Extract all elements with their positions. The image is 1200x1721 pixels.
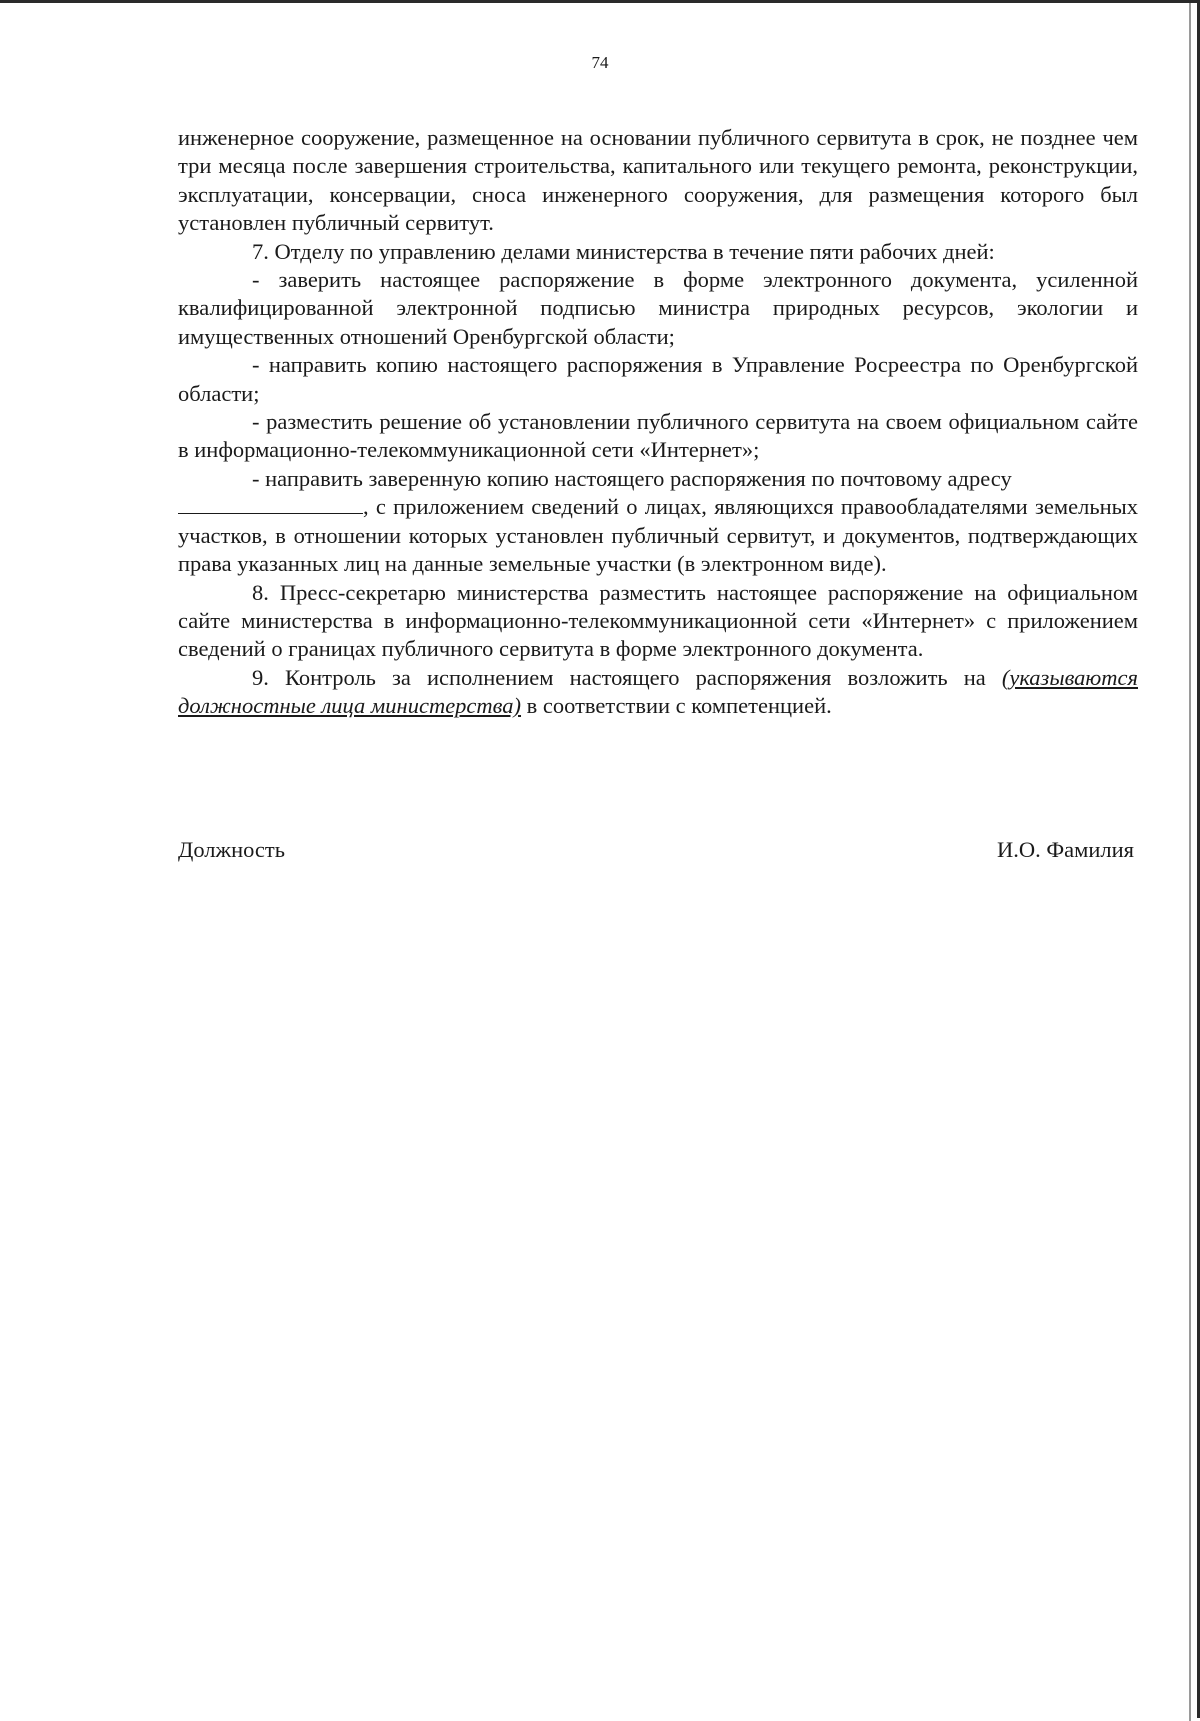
paragraph-subitem-certify: - заверить настоящее распоряжение в форме электронного документа, усиленной квалифицированной электронной подписью министра природных ресурсов, экологии и имущественных отношений Оренбургской области; xyxy=(178,267,1138,349)
paragraph-item-9 xyxy=(178,664,1138,721)
paragraph-continuation: инженерное сооружение, размещенное на основании публичного сервитута в срок, не позднее чем три месяца после завершения строительства, капитального или текущего ремонта, реконструкции, эксплуатации, консервации, сноса инженерного сооружения, для размещения которого был установлен публичный сервитут. xyxy=(178,125,1138,236)
document-body xyxy=(178,124,1138,721)
address-blank-field xyxy=(178,495,363,514)
paragraph-subitem-send-rosreestr: - направить копию настоящего распоряжения в Управление Росреестра по Оренбургской области; xyxy=(178,352,1138,406)
paragraph-subitem-send-post-continued xyxy=(178,493,1138,578)
item-9-officials-placeholder: (указываются должностные лица министерства) xyxy=(178,664,1138,719)
paragraph-item-7: 7. Отделу по управлению делами министерства в течение пяти рабочих дней: xyxy=(252,238,995,264)
paragraph-subitem-publish: - разместить решение об установлении публичного сервитута на своем официальном сайте в информационно-телекоммуникационной сети «Интернет»; xyxy=(178,409,1138,463)
paragraph-item-8: 8. Пресс-секретарю министерства разместить настоящее распоряжение на официальном сайте министерства в информационно-телекоммуникационной сети «Интернет» с приложением сведений о границах публичного сервитута в форме электронного документа. xyxy=(178,579,1138,662)
signature-name: И.О. Фамилия xyxy=(996,837,1134,862)
signature-position: Должность xyxy=(178,837,286,862)
page-edge xyxy=(1189,3,1191,1721)
page-number: 74 xyxy=(591,53,609,72)
item-9-text-before: 9. Контроль за исполнением настоящего распоряжения возложить на xyxy=(252,664,1002,690)
item-9-text-after: в соответствии с компетенцией. xyxy=(521,693,832,719)
post-continued-text: , с приложением сведений о лицах, являющихся правообладателями земельных участков, в отношении которых установлен публичный сервитут, и документов, подтверждающих права указанных лиц на данные земельные участки (в электронном виде). xyxy=(178,494,1138,577)
paragraph-subitem-send-post: - направить заверенную копию настоящего распоряжения по почтовому адресу xyxy=(252,465,1012,491)
